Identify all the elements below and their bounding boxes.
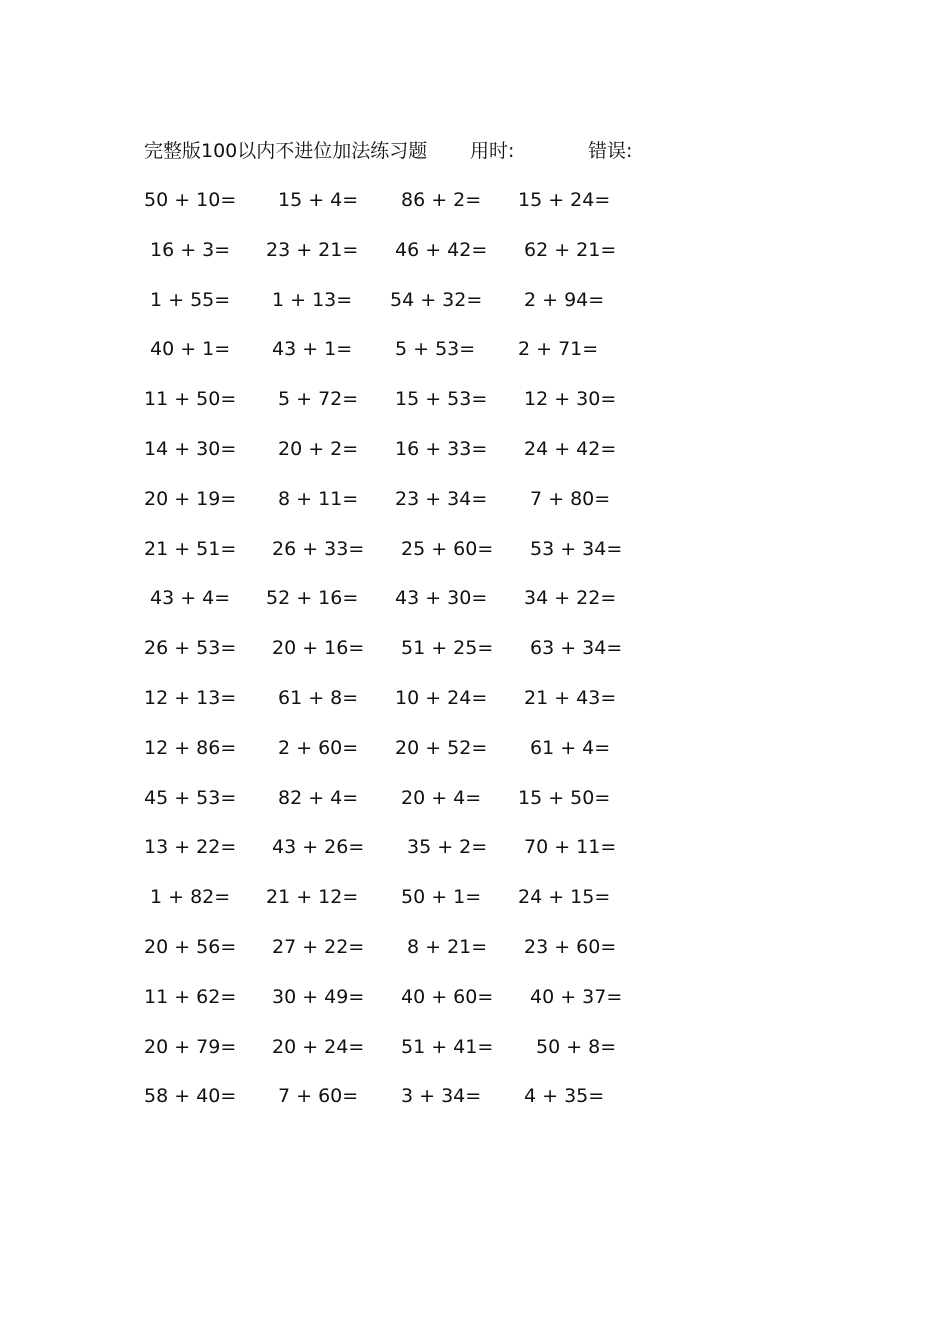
addition-problem: 61 + 8= bbox=[278, 686, 359, 709]
problem-row bbox=[0, 1082, 950, 1132]
addition-problem: 15 + 4= bbox=[278, 189, 359, 211]
addition-problem: 27 + 22= bbox=[272, 935, 365, 958]
addition-problem: 8 + 11= bbox=[278, 487, 359, 510]
addition-problem: 54 + 32= bbox=[390, 288, 483, 311]
problem-row bbox=[0, 335, 950, 385]
addition-problem: 20 + 19= bbox=[144, 487, 237, 510]
problem-row bbox=[0, 535, 950, 585]
addition-problem: 43 + 30= bbox=[395, 587, 488, 610]
addition-problem: 16 + 33= bbox=[395, 437, 488, 460]
problem-row bbox=[0, 883, 950, 933]
addition-problem: 21 + 43= bbox=[524, 686, 617, 709]
problem-row bbox=[0, 983, 950, 1033]
addition-problem: 4 + 35= bbox=[524, 1085, 605, 1108]
addition-problem: 26 + 53= bbox=[144, 637, 237, 660]
addition-problem: 20 + 24= bbox=[272, 1035, 365, 1058]
problem-row bbox=[0, 933, 950, 983]
addition-problem: 2 + 71= bbox=[518, 338, 599, 361]
addition-problem: 43 + 1= bbox=[272, 338, 353, 361]
problem-row bbox=[0, 684, 950, 734]
problem-grid bbox=[0, 186, 950, 1132]
addition-problem: 40 + 1= bbox=[150, 338, 231, 361]
addition-problem: 1 + 55= bbox=[150, 288, 231, 311]
addition-problem: 14 + 30= bbox=[144, 437, 237, 460]
problem-row bbox=[0, 385, 950, 435]
addition-problem: 11 + 50= bbox=[144, 388, 237, 411]
addition-problem: 1 + 13= bbox=[272, 288, 353, 311]
addition-problem: 20 + 79= bbox=[144, 1035, 237, 1058]
problem-row bbox=[0, 236, 950, 286]
addition-problem: 13 + 22= bbox=[144, 836, 237, 859]
addition-problem: 40 + 60= bbox=[401, 985, 494, 1008]
addition-problem: 43 + 26= bbox=[272, 836, 365, 859]
addition-problem: 50 + 8= bbox=[536, 1035, 617, 1058]
addition-problem: 51 + 25= bbox=[401, 637, 494, 660]
addition-problem: 3 + 34= bbox=[401, 1085, 482, 1108]
addition-problem: 5 + 53= bbox=[395, 338, 476, 361]
addition-problem: 35 + 2= bbox=[407, 836, 488, 859]
addition-problem: 24 + 42= bbox=[524, 437, 617, 460]
addition-problem: 2 + 94= bbox=[524, 288, 605, 311]
addition-problem: 25 + 60= bbox=[401, 537, 494, 560]
addition-problem: 46 + 42= bbox=[395, 238, 488, 261]
problem-row bbox=[0, 186, 950, 236]
time-used-label: 用时: bbox=[470, 140, 515, 162]
addition-problem: 7 + 60= bbox=[278, 1085, 359, 1108]
addition-problem: 70 + 11= bbox=[524, 836, 617, 859]
addition-problem: 8 + 21= bbox=[407, 935, 488, 958]
addition-problem: 15 + 24= bbox=[518, 189, 611, 211]
addition-problem: 45 + 53= bbox=[144, 786, 237, 809]
addition-problem: 51 + 41= bbox=[401, 1035, 494, 1058]
addition-problem: 53 + 34= bbox=[530, 537, 623, 560]
problem-row bbox=[0, 833, 950, 883]
addition-problem: 15 + 50= bbox=[518, 786, 611, 809]
addition-problem: 20 + 2= bbox=[278, 437, 359, 460]
addition-problem: 62 + 21= bbox=[524, 238, 617, 261]
addition-problem: 23 + 21= bbox=[266, 238, 359, 261]
addition-problem: 50 + 10= bbox=[144, 189, 237, 211]
addition-problem: 86 + 2= bbox=[401, 189, 482, 211]
addition-problem: 12 + 30= bbox=[524, 388, 617, 411]
addition-problem: 20 + 4= bbox=[401, 786, 482, 809]
addition-problem: 34 + 22= bbox=[524, 587, 617, 610]
addition-problem: 2 + 60= bbox=[278, 736, 359, 759]
addition-problem: 21 + 51= bbox=[144, 537, 237, 560]
addition-problem: 40 + 37= bbox=[530, 985, 623, 1008]
addition-problem: 10 + 24= bbox=[395, 686, 488, 709]
addition-problem: 20 + 52= bbox=[395, 736, 488, 759]
addition-problem: 12 + 13= bbox=[144, 686, 237, 709]
problem-row bbox=[0, 435, 950, 485]
addition-problem: 23 + 34= bbox=[395, 487, 488, 510]
problem-row bbox=[0, 584, 950, 634]
addition-problem: 7 + 80= bbox=[530, 487, 611, 510]
addition-problem: 43 + 4= bbox=[150, 587, 231, 610]
addition-problem: 61 + 4= bbox=[530, 736, 611, 759]
worksheet-title: 完整版100以内不进位加法练习题 bbox=[144, 140, 428, 162]
problem-row bbox=[0, 1033, 950, 1083]
problem-row bbox=[0, 784, 950, 834]
addition-problem: 20 + 56= bbox=[144, 935, 237, 958]
addition-problem: 5 + 72= bbox=[278, 388, 359, 411]
problem-row bbox=[0, 286, 950, 336]
addition-problem: 1 + 82= bbox=[150, 886, 231, 909]
errors-label: 错误: bbox=[588, 140, 633, 162]
problem-row bbox=[0, 485, 950, 535]
addition-problem: 21 + 12= bbox=[266, 886, 359, 909]
problem-row bbox=[0, 734, 950, 784]
addition-problem: 15 + 53= bbox=[395, 388, 488, 411]
addition-problem: 63 + 34= bbox=[530, 637, 623, 660]
addition-problem: 16 + 3= bbox=[150, 238, 231, 261]
problem-row bbox=[0, 634, 950, 684]
addition-problem: 30 + 49= bbox=[272, 985, 365, 1008]
addition-problem: 50 + 1= bbox=[401, 886, 482, 909]
addition-problem: 24 + 15= bbox=[518, 886, 611, 909]
addition-problem: 52 + 16= bbox=[266, 587, 359, 610]
addition-problem: 26 + 33= bbox=[272, 537, 365, 560]
addition-problem: 23 + 60= bbox=[524, 935, 617, 958]
addition-problem: 82 + 4= bbox=[278, 786, 359, 809]
addition-problem: 58 + 40= bbox=[144, 1085, 237, 1108]
addition-problem: 12 + 86= bbox=[144, 736, 237, 759]
addition-problem: 11 + 62= bbox=[144, 985, 237, 1008]
addition-problem: 20 + 16= bbox=[272, 637, 365, 660]
